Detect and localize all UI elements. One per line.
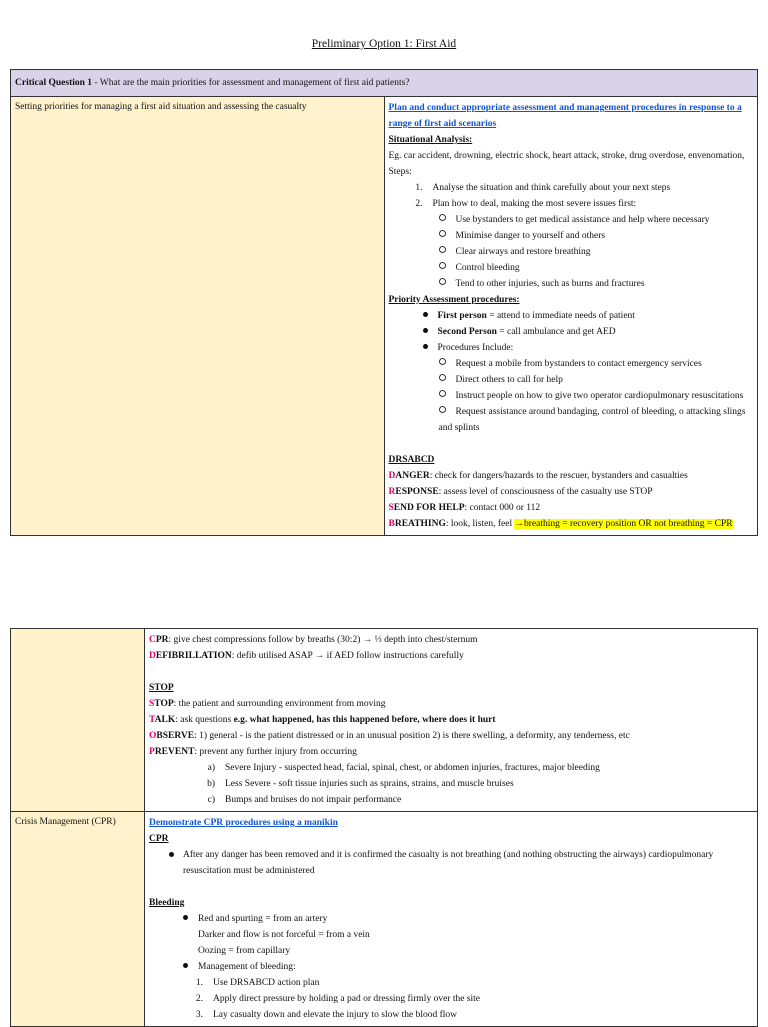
bullet-item: Second Person = call ambulance and get AED (389, 324, 754, 340)
circle-bullet-icon (439, 374, 446, 381)
bleeding-line: Darker and flow is not forceful = from a vein (198, 930, 370, 940)
row-content-priorities (384, 97, 758, 536)
stop-stop: STOP: the patient and surrounding environment from moving (149, 699, 386, 709)
bullet-icon (183, 915, 188, 920)
bullet-icon (183, 963, 188, 968)
bleeding-line: Oozing = from capillary (198, 946, 291, 956)
circle-bullet-icon (439, 390, 446, 397)
bullet-item: Procedures Include: (389, 340, 754, 356)
sub-bullet-item: Request a mobile from bystanders to contact emergency services (389, 356, 754, 372)
stop-title: STOP (149, 683, 174, 693)
sub-bullet-item: Instruct people on how to give two operator cardiopulmonary resuscitations (389, 388, 754, 404)
numbered-item: 2. Apply direct pressure by holding a pad or dressing firmly over the site (195, 994, 480, 1004)
circle-bullet-icon (439, 406, 446, 413)
first-aid-table-part2 (10, 628, 758, 1027)
cpr-title: CPR (149, 834, 169, 844)
stop-observe: OBSERVE: 1) general - is the patient distressed or in an unusual position 2) is there swelling, a deformity, any tenderness, etc (149, 731, 630, 741)
sub-bullet-item: Direct others to call for help (389, 372, 754, 388)
critical-question-label: Critical Question 1 (15, 78, 93, 88)
step-item: 2. Plan how to deal, making the most severe issues first: (415, 199, 637, 209)
drsabcd-send-for-help: SEND FOR HELP: contact 000 or 112 (388, 503, 541, 513)
section-heading-link[interactable]: Plan and conduct appropriate assessment and management procedures in response to a range of first aid scenarios (388, 103, 742, 129)
bullet-icon (423, 312, 428, 317)
step-item: 1. Analyse the situation and think carefully about your next steps (415, 183, 671, 193)
sub-step-item: Tend to other injuries, such as burns and fractures (389, 276, 754, 292)
lettered-item: c) Bumps and bruises do not impair performance (207, 795, 402, 805)
drsabcd-title: DRSABCD (388, 455, 435, 465)
bullet-icon (169, 852, 174, 857)
lettered-item: b) Less Severe - soft tissue injuries such as sprains, strains, and muscle bruises (207, 779, 514, 789)
circle-bullet-icon (439, 358, 446, 365)
row-content-continued (145, 629, 758, 812)
critical-question-header (11, 70, 758, 97)
drsabcd-defibrillation: DEFIBRILLATION: defib utilised ASAP → if AED follow instructions carefully (149, 651, 464, 661)
drsabcd-danger: DANGER: check for dangers/hazards to the rescuer, bystanders and casualties (388, 471, 688, 481)
bullet-item: After any danger has been removed and it is confirmed the casualty is not breathing (and nothing obstructing the airways) cardiopulmonary resuscitation must be administered (149, 847, 753, 879)
circle-bullet-icon (439, 230, 446, 237)
cpr-heading-link[interactable]: Demonstrate CPR procedures using a manikin (149, 818, 338, 828)
sub-step-item: Use bystanders to get medical assistance and help where necessary (389, 212, 754, 228)
bullet-item: Red and spurting = from an artery (149, 911, 753, 927)
priority-assessment-title: Priority Assessment procedures: (388, 295, 520, 305)
situational-analysis-title: Situational Analysis: (388, 135, 473, 145)
drsabcd-cpr: CPR: give chest compressions follow by breaths (30:2) → ⅓ depth into chest/sternum (149, 635, 478, 645)
sub-bullet-item: Request assistance around bandaging, control of bleeding, o attacking slings and splints (438, 407, 746, 433)
lettered-item: a) Severe Injury - suspected head, facial, spinal, chest, or abdomen injuries, fractures, major bleeding (207, 763, 600, 773)
stop-prevent: PREVENT: prevent any further injury from occurring (149, 747, 357, 757)
row-label-crisis-management: Crisis Management (CPR) (11, 812, 145, 1027)
bullet-item: First person = attend to immediate needs of patient (389, 308, 754, 324)
row-content-crisis-management (145, 812, 758, 1027)
circle-bullet-icon (439, 246, 446, 253)
row-label-priorities: Setting priorities for managing a first aid situation and assessing the casualty (11, 97, 385, 536)
bullet-icon (423, 344, 428, 349)
breathing-highlight: →breathing = recovery position OR not breathing = CPR (514, 519, 733, 529)
circle-bullet-icon (439, 262, 446, 269)
page-title: Preliminary Option 1: First Aid (311, 38, 457, 50)
steps-label: Steps: (388, 167, 412, 177)
sub-step-item: Clear airways and restore breathing (389, 244, 754, 260)
drsabcd-breathing: BREATHING: look, listen, feel →breathing = recovery position OR not breathing = CPR (388, 519, 733, 529)
critical-question-text: - What are the main priorities for assessment and management of first aid patients? (92, 78, 410, 88)
sub-step-item: Minimise danger to yourself and others (389, 228, 754, 244)
drsabcd-response: RESPONSE: assess level of consciousness of the casualty use STOP (388, 487, 653, 497)
situational-examples: Eg. car accident, drowning, electric shock, heart attack, stroke, drug overdose, envenomation, (388, 151, 745, 161)
numbered-item: 1. Use DRSABCD action plan (195, 978, 320, 988)
bullet-item: Management of bleeding: (149, 959, 753, 975)
stop-talk: TALK: ask questions e.g. what happened, has this happened before, where does it hurt (149, 715, 496, 725)
bullet-icon (423, 328, 428, 333)
first-aid-table-part1 (10, 69, 758, 536)
bleeding-title: Bleeding (149, 898, 185, 908)
sub-step-item: Control bleeding (389, 260, 754, 276)
numbered-item: 3. Lay casualty down and elevate the injury to slow the blood flow (195, 1010, 458, 1020)
circle-bullet-icon (439, 278, 446, 285)
circle-bullet-icon (439, 214, 446, 221)
row-label-continued (11, 629, 145, 812)
